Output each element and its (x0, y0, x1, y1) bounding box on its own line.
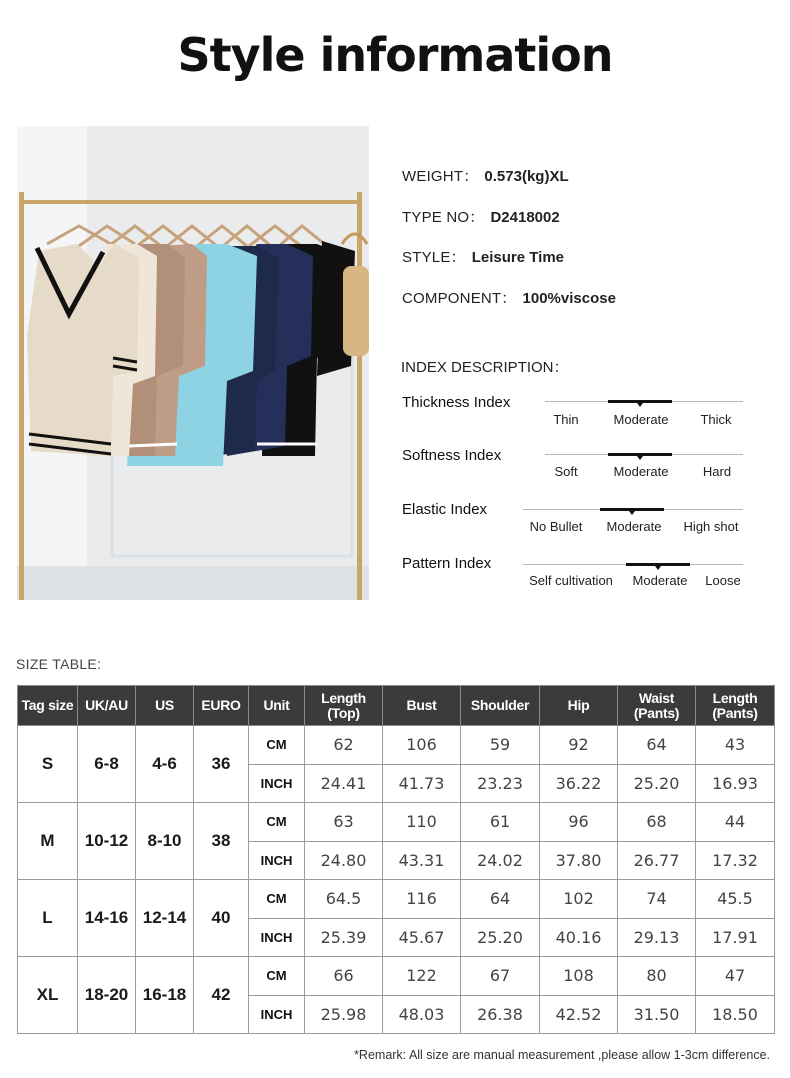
index-tick (655, 566, 661, 570)
table-cell: 74 (618, 880, 696, 919)
column-header: EURO (194, 686, 249, 726)
euro-cell: 40 (194, 880, 249, 957)
column-header: Hip (540, 686, 618, 726)
table-cell: 122 (383, 957, 461, 996)
table-cell: 24.02 (461, 841, 540, 880)
unit-cell: INCH (249, 995, 305, 1034)
table-cell: 102 (540, 880, 618, 919)
index-option: No Bullet (529, 519, 583, 534)
spec-weight (402, 165, 569, 186)
table-cell: 26.38 (461, 995, 540, 1034)
uk-au-cell: 10-12 (78, 803, 136, 880)
spec-value: D2418002 (490, 209, 560, 226)
table-cell: 44 (696, 803, 775, 842)
euro-cell: 36 (194, 726, 249, 803)
tag-size-cell: XL (18, 957, 78, 1034)
table-cell: 24.80 (305, 841, 383, 880)
index-option: Thick (700, 412, 732, 427)
table-cell: 25.39 (305, 918, 383, 957)
spec-key: COMPONENT： (402, 290, 517, 307)
spec-key: WEIGHT： (402, 168, 479, 185)
index-option: Thin (553, 412, 579, 427)
unit-cell: INCH (249, 841, 305, 880)
table-cell: 25.20 (461, 918, 540, 957)
us-cell: 12-14 (136, 880, 194, 957)
table-cell: 63 (305, 803, 383, 842)
column-header: Bust (383, 686, 461, 726)
table-cell: 64 (461, 880, 540, 919)
table-row (18, 803, 775, 842)
unit-cell: INCH (249, 764, 305, 803)
unit-cell: CM (249, 726, 305, 765)
euro-cell: 42 (194, 957, 249, 1034)
page-title: Style information (177, 28, 613, 82)
table-cell: 106 (383, 726, 461, 765)
table-cell: 42.52 (540, 995, 618, 1034)
table-cell: 17.32 (696, 841, 775, 880)
unit-cell: CM (249, 880, 305, 919)
softness-index (0, 447, 790, 497)
index-option: Moderate (632, 573, 688, 588)
spec-component (402, 287, 616, 308)
us-cell: 8-10 (136, 803, 194, 880)
spec-key: TYPE NO： (402, 209, 485, 226)
table-cell: 26.77 (618, 841, 696, 880)
size-table-header (18, 686, 775, 726)
table-cell: 110 (383, 803, 461, 842)
table-cell: 47 (696, 957, 775, 996)
tag-size-cell: S (18, 726, 78, 803)
table-cell: 16.93 (696, 764, 775, 803)
table-cell: 24.41 (305, 764, 383, 803)
table-cell: 80 (618, 957, 696, 996)
column-header: Length (Top) (305, 686, 383, 726)
table-cell: 31.50 (618, 995, 696, 1034)
table-cell: 92 (540, 726, 618, 765)
index-description-heading: INDEX DESCRIPTION： (401, 359, 569, 376)
index-tick (637, 403, 643, 407)
index-option: Moderate (613, 412, 669, 427)
index-option: Self cultivation (529, 573, 613, 588)
table-row (18, 726, 775, 765)
table-cell: 68 (618, 803, 696, 842)
table-cell: 61 (461, 803, 540, 842)
table-cell: 43.31 (383, 841, 461, 880)
index-option: Soft (554, 464, 578, 479)
index-option: Moderate (606, 519, 662, 534)
uk-au-cell: 18-20 (78, 957, 136, 1034)
table-cell: 25.20 (618, 764, 696, 803)
table-row (18, 880, 775, 919)
table-cell: 17.91 (696, 918, 775, 957)
table-cell: 116 (383, 880, 461, 919)
table-cell: 67 (461, 957, 540, 996)
index-name: Pattern Index (402, 555, 492, 572)
unit-cell: CM (249, 957, 305, 996)
spec-value: 0.573(kg)XL (484, 168, 569, 185)
index-tick (637, 456, 643, 460)
column-header: Tag size (18, 686, 78, 726)
table-cell: 29.13 (618, 918, 696, 957)
index-option: Moderate (613, 464, 669, 479)
us-cell: 16-18 (136, 957, 194, 1034)
euro-cell: 38 (194, 803, 249, 880)
spec-value: Leisure Time (471, 249, 564, 266)
size-table (17, 685, 775, 1034)
column-header: Length (Pants) (696, 686, 775, 726)
column-header: Waist (Pants) (618, 686, 696, 726)
table-cell: 45.67 (383, 918, 461, 957)
table-cell: 25.98 (305, 995, 383, 1034)
table-cell: 41.73 (383, 764, 461, 803)
column-header: Shoulder (461, 686, 540, 726)
table-cell: 64.5 (305, 880, 383, 919)
table-cell: 23.23 (461, 764, 540, 803)
table-cell: 43 (696, 726, 775, 765)
column-header: Unit (249, 686, 305, 726)
tag-size-cell: L (18, 880, 78, 957)
index-option: High shot (683, 519, 739, 534)
us-cell: 4-6 (136, 726, 194, 803)
spec-type-no (402, 206, 560, 227)
tag-size-cell: M (18, 803, 78, 880)
index-name: Elastic Index (402, 501, 488, 518)
table-cell: 40.16 (540, 918, 618, 957)
table-cell: 37.80 (540, 841, 618, 880)
spec-key: STYLE： (402, 249, 466, 266)
spec-style (402, 246, 564, 267)
table-cell: 36.22 (540, 764, 618, 803)
pattern-index (0, 555, 790, 605)
table-cell: 48.03 (383, 995, 461, 1034)
column-header: UK/AU (78, 686, 136, 726)
table-cell: 108 (540, 957, 618, 996)
column-header: US (136, 686, 194, 726)
spec-value: 100%viscose (522, 290, 616, 307)
unit-cell: CM (249, 803, 305, 842)
table-cell: 45.5 (696, 880, 775, 919)
uk-au-cell: 14-16 (78, 880, 136, 957)
table-cell: 59 (461, 726, 540, 765)
table-cell: 66 (305, 957, 383, 996)
index-tick (629, 511, 635, 515)
index-name: Softness Index (402, 447, 502, 464)
remark-note: *Remark: All size are manual measurement ,please allow 1-3cm difference. (354, 1048, 770, 1062)
index-option: Hard (702, 464, 732, 479)
table-cell: 62 (305, 726, 383, 765)
table-cell: 18.50 (696, 995, 775, 1034)
unit-cell: INCH (249, 918, 305, 957)
thickness-index (0, 394, 790, 444)
uk-au-cell: 6-8 (78, 726, 136, 803)
table-cell: 96 (540, 803, 618, 842)
elastic-index (0, 501, 790, 551)
index-option: Loose (705, 573, 741, 588)
size-table-label: SIZE TABLE: (16, 656, 102, 672)
index-name: Thickness Index (402, 394, 511, 411)
table-row (18, 957, 775, 996)
table-cell: 64 (618, 726, 696, 765)
